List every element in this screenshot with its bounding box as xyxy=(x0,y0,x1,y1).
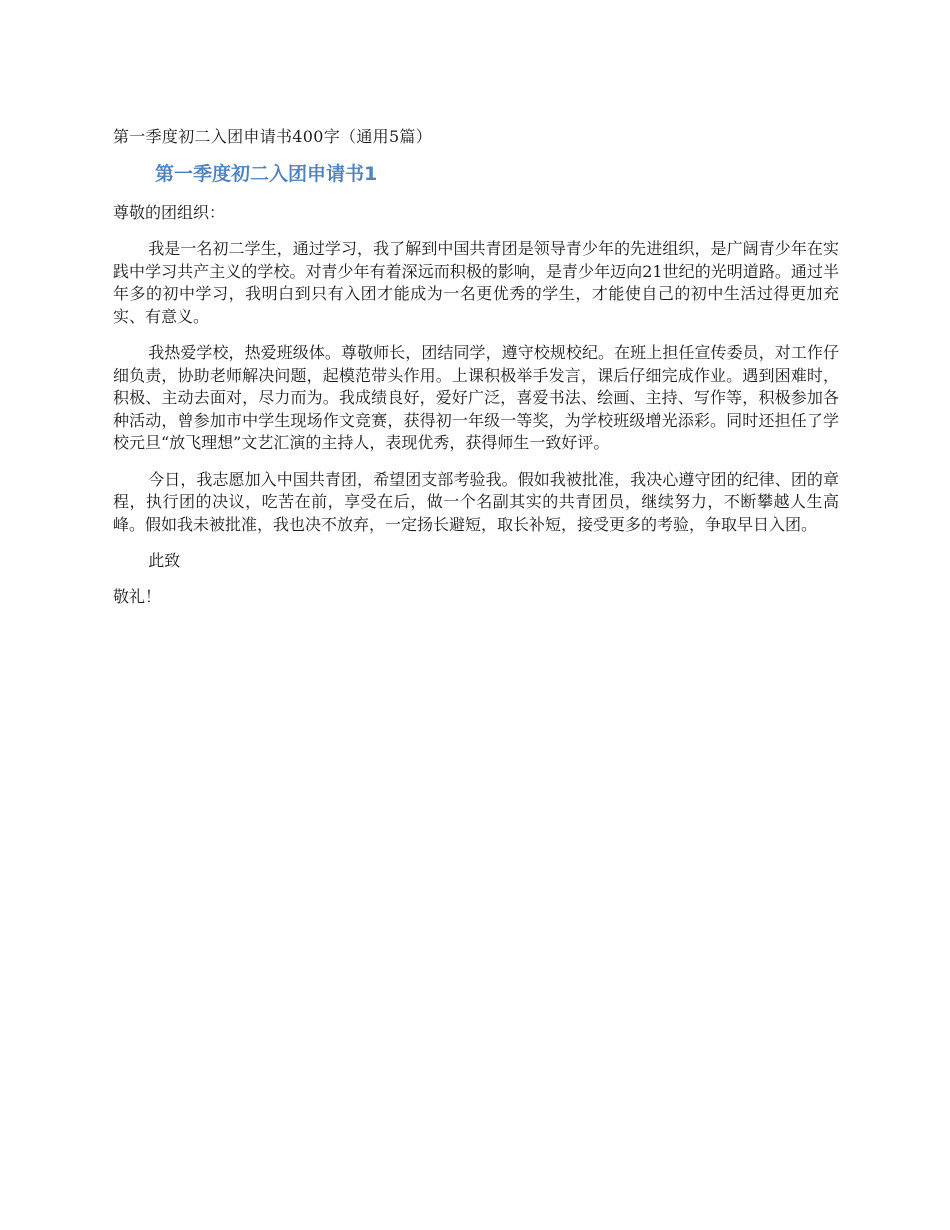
document-page xyxy=(113,126,839,608)
salutation: 尊敬的团组织： xyxy=(113,203,226,222)
closing-salute: 敬礼！ xyxy=(113,587,162,606)
body-paragraph-3: 今日，我志愿加入中国共青团，希望团支部考验我。假如我被批准，我决心遵守团的纪律、团的章程，执行团的决议，吃苦在前，享受在后，做一个名副其实的共青团员，继续努力，不断攀越人生高峰。假如我未被批准，我也决不放弃，一定扬长避短，取长补短，接受更多的考验，争取早日入团。 xyxy=(113,469,839,534)
body-paragraph-1: 我是一名初二学生，通过学习，我了解到中国共青团是领导青少年的先进组织，是广阔青少年在实践中学习共产主义的学校。对青少年有着深远而积极的影响，是青少年迈向21世纪的光明道路。通过半年多的初中学习，我明白到只有入团才能成为一名更优秀的学生，才能使自己的初中生活过得更加充实、有意义。 xyxy=(113,239,839,326)
document-title: 第一季度初二入团申请书400字（通用5篇） xyxy=(113,127,433,146)
section-heading: 第一季度初二入团申请书1 xyxy=(155,163,378,185)
body-paragraph-2: 我热爱学校，热爱班级体。尊敬师长，团结同学，遵守校规校纪。在班上担任宣传委员，对工作仔细负责，协助老师解决问题，起模范带头作用。上课积极举手发言，课后仔细完成作业。遇到困难时，积极、主动去面对，尽力而为。我成绩良好，爱好广泛，喜爱书法、绘画、主持、写作等，积极参加各种活动，曾参加市中学生现场作文竞赛，获得初一年级一等奖，为学校班级增光添彩。同时还担任了学校元旦“放飞理想”文艺汇演的主持人，表现优秀，获得师生一致好评。 xyxy=(113,343,839,452)
closing-greeting: 此致 xyxy=(148,551,181,570)
